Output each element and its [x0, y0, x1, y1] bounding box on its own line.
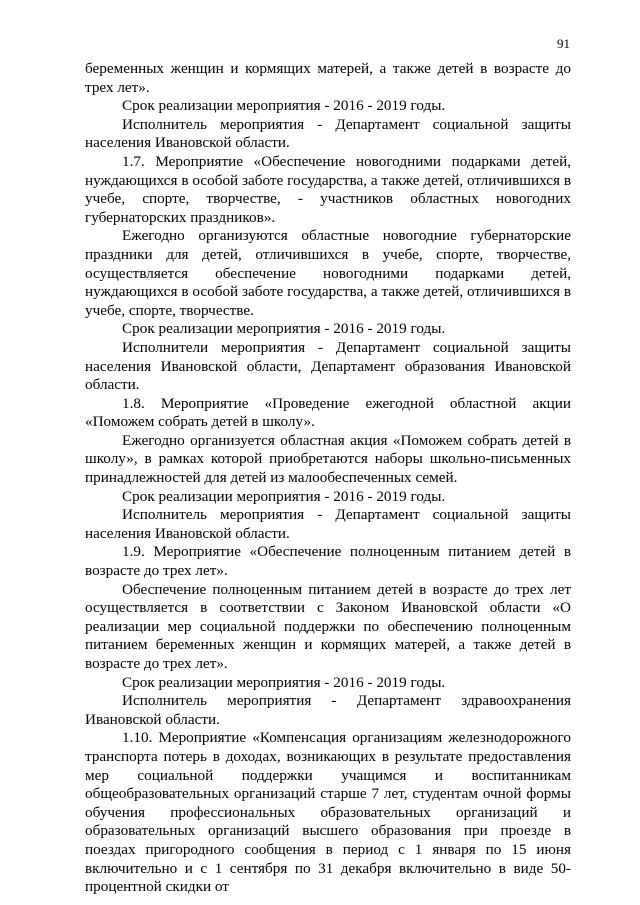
paragraph: Исполнители мероприятия - Департамент социальной защиты населения Ивановской области, Департамент образования Ивановской области.: [85, 338, 571, 394]
paragraph: Срок реализации мероприятия - 2016 - 2019 годы.: [122, 97, 446, 115]
document-body: [85, 60, 571, 897]
paragraph: Срок реализации мероприятия - 2016 - 2019 годы.: [122, 673, 446, 691]
paragraph: 1.8. Мероприятие «Проведение ежегодной областной акции «Поможем собрать детей в школу».: [85, 394, 571, 431]
paragraph: Обеспечение полноценным питанием детей в возрасте до трех лет осуществляется в соответствии с Законом Ивановской области «О реализации мер социальной поддержки по обеспечению полноценным питанием беременных женщин и кормящих матерей, а также детей в возрасте до трех лет».: [85, 580, 571, 672]
paragraph: 1.9. Мероприятие «Обеспечение полноценным питанием детей в возрасте до трех лет».: [85, 543, 571, 580]
page-number: 91: [557, 36, 570, 51]
paragraph: Срок реализации мероприятия - 2016 - 2019 годы.: [122, 320, 446, 338]
paragraph: Срок реализации мероприятия - 2016 - 2019 годы.: [122, 487, 446, 505]
paragraph: Ежегодно организуются областные новогодние губернаторские праздники для детей, отличившихся в учебе, спорте, творчестве, осуществляется обеспечение новогодними подарками детей, нуждающихся в особой заботе государства, а также детей, отличившихся в учебе, спорте, творчестве.: [85, 227, 571, 319]
paragraph: 1.10. Мероприятие «Компенсация организациям железнодорожного транспорта потерь в доходах, возникающих в результате предоставления мер социальной поддержки учащимся и воспитанникам общеобразовательных организаций старше 7 лет, студентам очной формы обучения профессиональных образовательных организаций и образовательных организаций высшего образования при проезде в поездах пригородного сообщения в период с 1 января по 15 июня включительно и с 1 сентября по 31 декабря включительно в виде 50-процентной скидки от: [85, 729, 571, 896]
paragraph: Ежегодно организуется областная акция «Поможем собрать детей в школу», в рамках которой приобретаются наборы школьно-письменных принадлежностей для детей из малообеспеченных семей.: [85, 431, 571, 487]
paragraph: Исполнитель мероприятия - Департамент здравоохранения Ивановской области.: [85, 692, 571, 728]
paragraph: 1.7. Мероприятие «Обеспечение новогодними подарками детей, нуждающихся в особой заботе государства, а также детей, отличившихся в учебе, спорте, творчестве, - участников областных новогодних губернаторских праздников».: [85, 152, 571, 226]
paragraph: Исполнитель мероприятия - Департамент социальной защиты населения Ивановской области.: [85, 115, 571, 152]
paragraph: Исполнитель мероприятия - Департамент социальной защиты населения Ивановской области.: [85, 506, 571, 542]
paragraph: беременных женщин и кормящих матерей, а также детей в возрасте до трех лет».: [85, 60, 571, 96]
